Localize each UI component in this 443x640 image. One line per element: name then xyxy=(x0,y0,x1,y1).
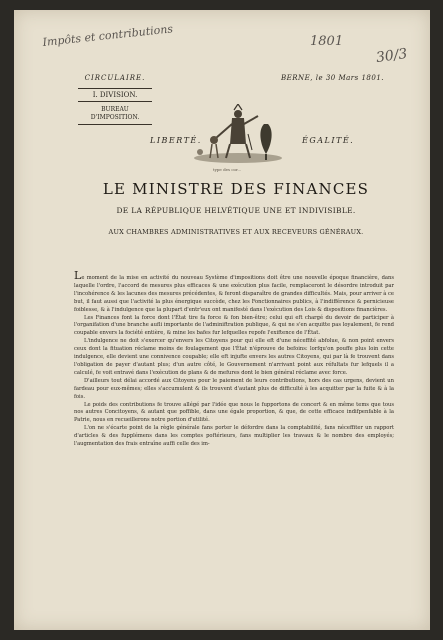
drop-cap: L xyxy=(74,269,82,282)
header-left-block xyxy=(78,74,152,125)
bureau-label xyxy=(78,106,152,125)
document-title: LE MINISTRE DES FINANCES xyxy=(102,180,370,198)
document-subtitle: DE LA RÉPUBLIQUE HELVÉTIQUE UNE ET INDIVISIBLE. xyxy=(116,206,356,215)
paragraph-5: Le poids des contributions fe trouve allégé par l'idée que nous le fupportons de concert & en même tems que tous nos autres Concitoyens, & autant que poffible, dans une égale proportion, & que, de cette efficace indifpenfable à la Patrie, nous en recueillerons notre portion d'utilité. xyxy=(74,401,394,424)
handwritten-year: 1801 xyxy=(310,34,344,49)
handwritten-note: Impôts et contributions xyxy=(42,22,174,49)
document-body xyxy=(74,269,394,449)
paragraph-1-text: e moment de la mise en activité du nouveau Système d'impositions doit être une nouvelle époque financière, dans laquelle l'ordre, l'accord de mesures plus efficaces & une exécution plus facile, remplaceront le désordre introduit par l'incohérence & les lacunes des mesures précédentes, & feront disparaître de grandes difficultés. Mais, pour arriver à ce but, il faut aussi que l'activité la plus énergique succède, chez les Fonctionnaires publics, à l'indifférence & pernicieuse foiblesse, & à l'indulgence que la plupart d'entr'eux ont manifesté dans l'exécution des Lois & dispositions financières. xyxy=(74,275,394,313)
paragraph-2: Les Finances font la force dont l'État tire fa force & fon bien-être; celui qui eft chargé du devoir de participer à l'organifation d'une branche aufli importante de l'adminiftration publique, & qui ne s'en acquitte pas loyalement, fe rend coupable envers la fociété entière, & mine les bafes fur lefquelles repofe l'exiftence de l'État. xyxy=(74,314,394,337)
document-page xyxy=(14,10,430,630)
paragraph-3: L'indulgence ne doit s'exercer qu'envers les Citoyens pour qui elle eft d'une néceffité abfolue, & non point envers ceux dont la fituation réclame moins de foulagement que l'État n'éprouve de befoins: lorfqu'on pouffe plus loin cette indulgence, elle devient une connivence coupable; elle eft injufte envers les autres Citoyens, qui par là fe trouvent dans l'obligation de payer d'autant plus; d'un autre côté, le Gouvernement n'arrivant point aux réfultats fur lefquels il a calculé, fe voit entravé dans l'exécution de plans & de mefures dont le bien général réclame avec force. xyxy=(74,338,394,376)
document-addressees: AUX CHAMBRES ADMINISTRATIVES ET AUX RECEVEURS GÉNÉRAUX. xyxy=(108,228,364,236)
folio-number: 30/3 xyxy=(375,45,409,67)
motto-liberte: LIBERTÉ. xyxy=(150,136,202,145)
motto-egalite: ÉGALITÉ. xyxy=(302,136,355,145)
emblem-caption: type des cor... xyxy=(213,167,242,172)
paragraph-1 xyxy=(74,269,394,315)
bureau-line2: D'IMPOSITION. xyxy=(90,114,140,121)
division-label: I. DIVISION. xyxy=(78,88,152,102)
paragraph-4: D'ailleurs tout délai accordé aux Citoyens pour le paiement de leurs contributions, hors des cas urgens, devient un fardeau pour eux-mêmes; elles s'accumulent & ils trouvent d'autant plus de difficulté à les acquitter par la fuite & à la fois. xyxy=(74,377,394,400)
dateline: BERNE, le 30 Mars 1801. xyxy=(281,74,384,82)
paragraph-6: L'on ne s'écarte point de la règle générale fans porter le défordre dans la comptabilité, fans néceffiter un rapport d'articles & des fupplémens dans les comptes poftérieurs, fans multiplier les travaux & le nombre des employés; l'augmentation des frais entraîne auffi celle des im- xyxy=(74,425,394,448)
helvetic-emblem-vignette xyxy=(188,104,288,164)
bureau-line1: BUREAU xyxy=(101,106,129,113)
circulaire-label: CIRCULAIRE. xyxy=(84,74,146,82)
